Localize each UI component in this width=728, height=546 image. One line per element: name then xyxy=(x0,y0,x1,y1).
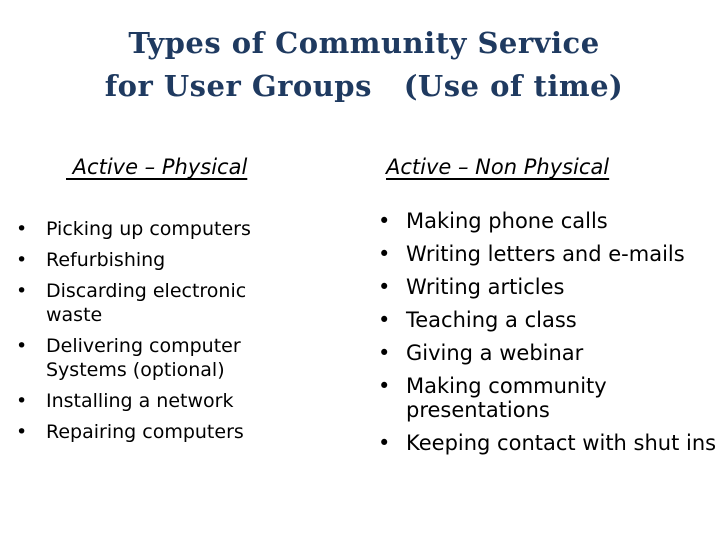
bullet-icon: • xyxy=(16,280,28,302)
bullet-icon: • xyxy=(16,218,28,240)
non-physical-activities-list xyxy=(378,205,724,460)
list-item: • Writing letters and e-mails xyxy=(378,242,685,266)
list-item: • Giving a webinar xyxy=(378,341,584,365)
bullet-icon: • xyxy=(378,209,391,233)
slide-title-line-1: Types of Community Service xyxy=(128,26,600,60)
bullet-icon: • xyxy=(378,275,391,299)
physical-activities-list xyxy=(16,213,306,447)
bullet-icon: • xyxy=(16,421,28,443)
bullet-icon: • xyxy=(378,341,391,365)
slide-title xyxy=(0,22,728,108)
bullet-icon: • xyxy=(16,335,28,357)
list-item: • Keeping contact with shut ins xyxy=(378,431,717,455)
bullet-icon: • xyxy=(378,431,391,455)
column-heading-non-physical: Active – Non Physical xyxy=(386,155,610,179)
bullet-icon: • xyxy=(16,390,28,412)
list-item: • Delivering computer Systems (optional) xyxy=(16,335,241,381)
column-heading-physical: Active – Physical xyxy=(66,155,248,179)
list-item: • Making phone calls xyxy=(378,209,608,233)
list-item: • Writing articles xyxy=(378,275,565,299)
list-item: • Installing a network xyxy=(16,390,234,412)
bullet-icon: • xyxy=(16,249,28,271)
bullet-icon: • xyxy=(378,308,391,332)
slide-title-line-2: for User Groups (Use of time) xyxy=(104,69,624,103)
list-item: • Repairing computers xyxy=(16,421,244,443)
list-item: • Teaching a class xyxy=(378,308,577,332)
list-item: • Refurbishing xyxy=(16,249,166,271)
bullet-icon: • xyxy=(378,242,391,266)
list-item: • Picking up computers xyxy=(16,218,251,240)
list-item: • Making community presentations xyxy=(378,374,607,422)
list-item: • Discarding electronic waste xyxy=(16,280,247,326)
bullet-icon: • xyxy=(378,374,391,398)
